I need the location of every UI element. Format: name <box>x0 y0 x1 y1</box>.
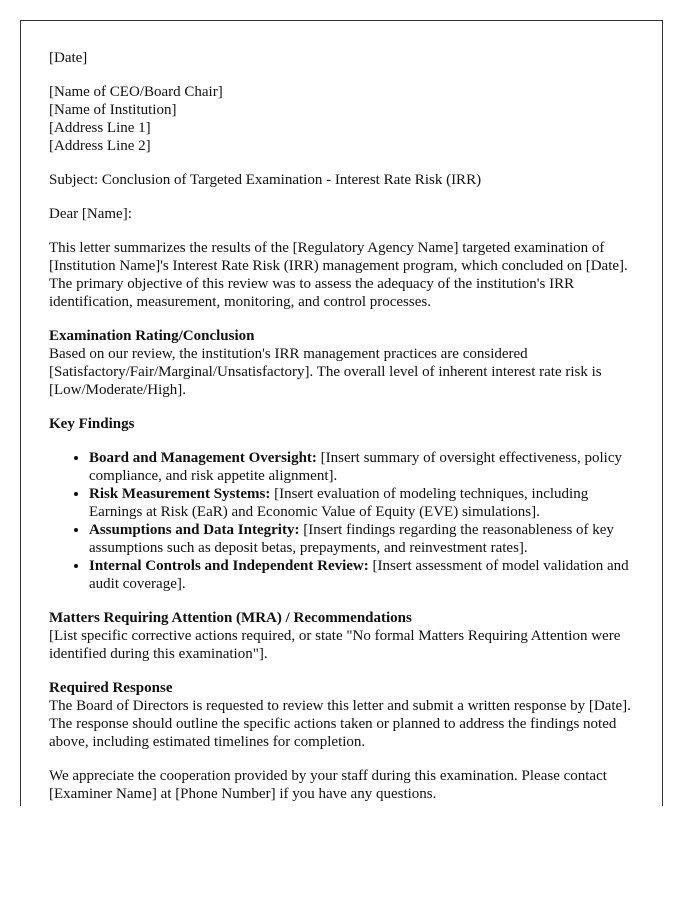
salutation: Dear [Name]: <box>49 206 132 222</box>
findings-section <box>49 415 662 593</box>
findings-list <box>49 449 639 593</box>
rating-heading: Examination Rating/Conclusion <box>49 328 255 344</box>
subject-line: Subject: Conclusion of Targeted Examination - Interest Rate Risk (IRR) <box>49 172 482 188</box>
intro-paragraph: This letter summarizes the results of the [Regulatory Agency Name] targeted examination of [Institution Name]'s Interest Rate Risk (IRR) management program, which concluded on [Date]. The primary objective of this review was to assess the adequacy of the institution's IRR identification, measurement, monitoring, and control processes. <box>49 240 628 310</box>
closing-paragraph: We appreciate the cooperation provided by your staff during this examination. Please contact [Examiner Name] at [Phone Number] if you have any questions. <box>49 768 607 802</box>
finding-item: • Internal Controls and Independent Review: [Insert assessment of model validation and audit coverage]. <box>89 557 639 593</box>
finding-item: • Board and Management Oversight: [Insert summary of oversight effectiveness, policy compliance, and risk appetite alignment]. <box>89 449 639 485</box>
response-text: The Board of Directors is requested to review this letter and submit a written response by [Date]. The response should outline the specific actions taken or planned to address the findings noted above, including estimated timelines for completion. <box>49 698 631 750</box>
mra-text: [List specific corrective actions required, or state "No formal Matters Requiring Attention were identified during this examination"]. <box>49 628 621 662</box>
recipient-block <box>49 83 639 155</box>
findings-heading: Key Findings <box>49 416 135 432</box>
rating-text: Based on our review, the institution's IRR management practices are considered [Satisfactory/Fair/Marginal/Unsatisfactory]. The overall level of inherent interest rate risk is [Low/Moderate/High]. <box>49 346 602 398</box>
recipient-name: [Name of CEO/Board Chair] <box>49 84 223 100</box>
response-heading: Required Response <box>49 680 173 696</box>
recipient-address-2: [Address Line 2] <box>49 138 151 154</box>
letter-page <box>20 20 663 806</box>
mra-section <box>49 609 639 663</box>
recipient-institution: [Name of Institution] <box>49 102 177 118</box>
recipient-address-1: [Address Line 1] <box>49 120 151 136</box>
finding-item: • Assumptions and Data Integrity: [Insert findings regarding the reasonableness of key assumptions such as deposit betas, prepayments, and reinvestment rates]. <box>89 521 639 557</box>
response-section <box>49 679 639 751</box>
letter-date: [Date] <box>49 50 88 66</box>
mra-heading: Matters Requiring Attention (MRA) / Recommendations <box>49 610 412 626</box>
finding-item: • Risk Measurement Systems: [Insert evaluation of modeling techniques, including Earnings at Risk (EaR) and Economic Value of Equity (EVE) simulations]. <box>89 485 639 521</box>
rating-section <box>49 327 639 399</box>
